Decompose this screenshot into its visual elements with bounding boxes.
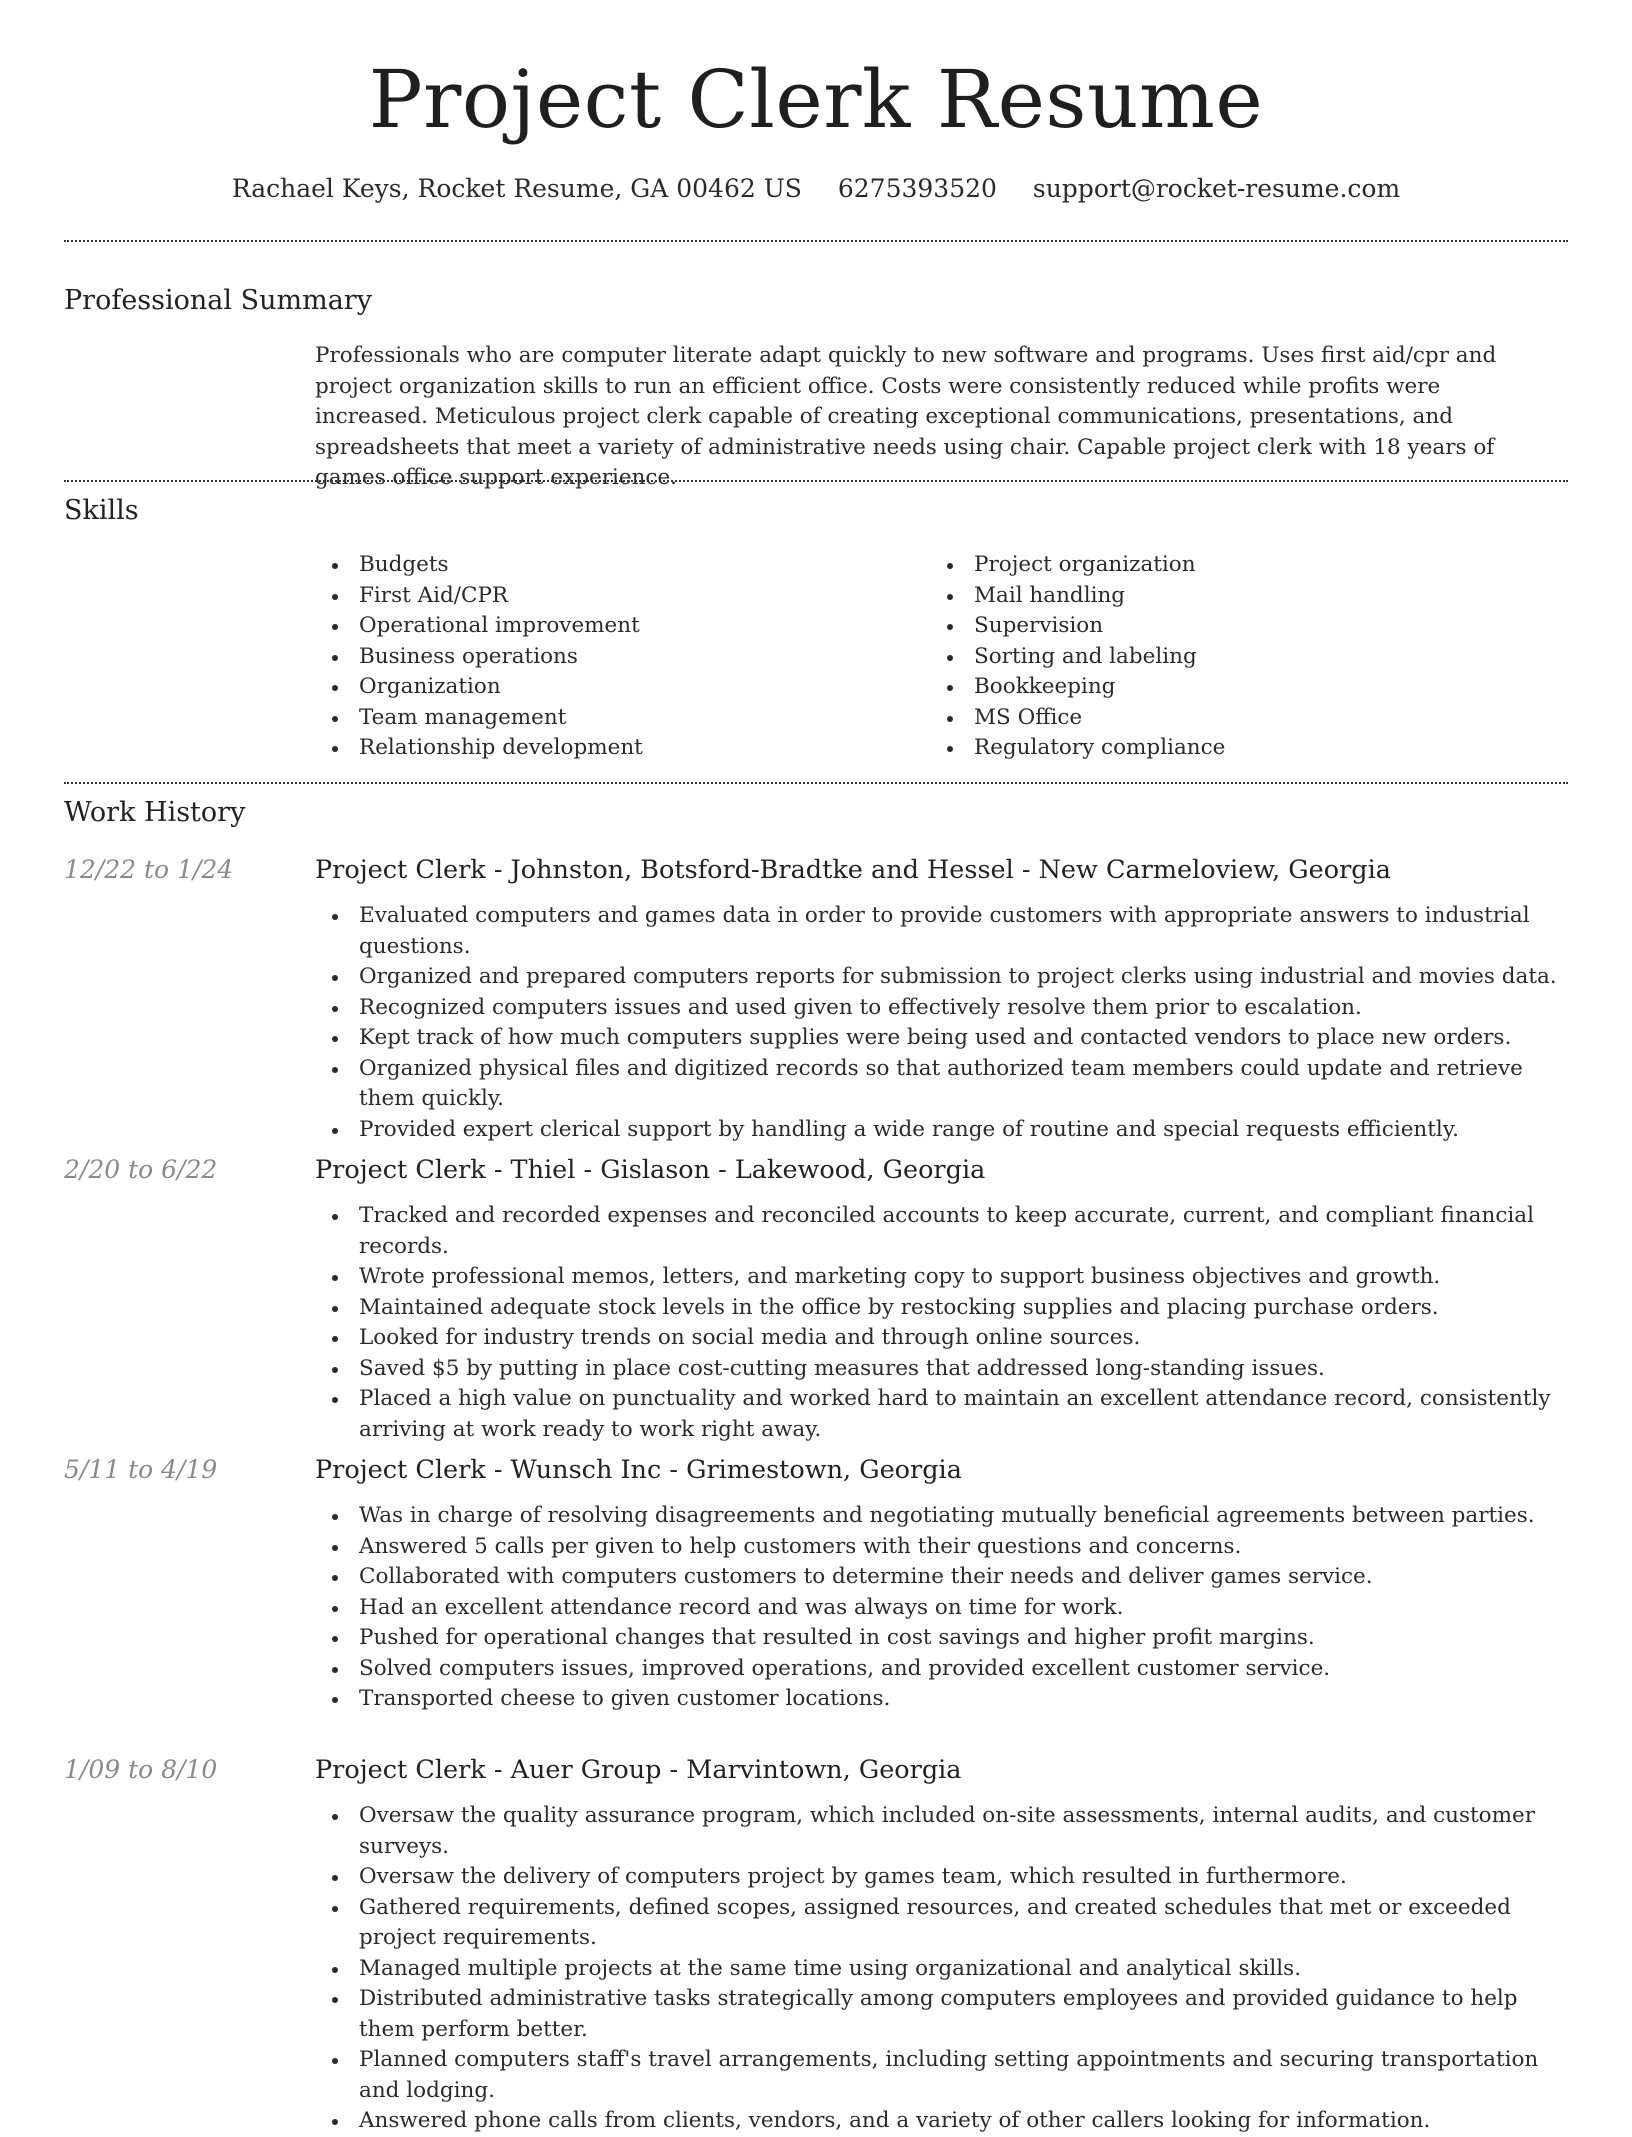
skills-list-right <box>930 550 1530 764</box>
job-bullet: Oversaw the quality assurance program, which included on-site assessments, internal audits, and customer surveys. <box>315 1801 1568 1862</box>
job-title: Project Clerk - Johnston, Botsford-Bradtke and Hessel - New Carmeloview, Georgia <box>315 855 1391 885</box>
skill-item: Team management <box>315 703 915 734</box>
job-bullet: Transported cheese to given customer locations. <box>315 1684 1568 1715</box>
job-dates: 1/09 to 8/10 <box>64 1755 218 1784</box>
job-bullet: Was in charge of resolving disagreements and negotiating mutually beneficial agreements between parties. <box>315 1501 1568 1532</box>
skill-item: Project organization <box>930 550 1530 581</box>
job-bullet: Oversaw the delivery of computers project by games team, which resulted in furthermore. <box>315 1862 1568 1893</box>
skill-item: Bookkeeping <box>930 672 1530 703</box>
divider <box>64 480 1568 482</box>
job-bullet: Placed a high value on punctuality and worked hard to maintain an excellent attendance record, consistently arriving at work ready to work right away. <box>315 1384 1568 1445</box>
divider <box>64 240 1568 242</box>
job-bullet: Recognized computers issues and used given to effectively resolve them prior to escalation. <box>315 993 1568 1024</box>
job-bullets <box>315 1801 1568 2137</box>
skill-item: Sorting and labeling <box>930 642 1530 673</box>
job-bullet: Answered 5 calls per given to help customers with their questions and concerns. <box>315 1532 1568 1563</box>
skill-item: Mail handling <box>930 581 1530 612</box>
job-bullet: Pushed for operational changes that resulted in cost savings and higher profit margins. <box>315 1623 1568 1654</box>
skill-item: MS Office <box>930 703 1530 734</box>
job-bullet: Collaborated with computers customers to determine their needs and deliver games service. <box>315 1562 1568 1593</box>
job-bullet: Tracked and recorded expenses and reconciled accounts to keep accurate, current, and compliant financial records. <box>315 1201 1568 1262</box>
skill-item: Business operations <box>315 642 915 673</box>
job-bullet: Managed multiple projects at the same time using organizational and analytical skills. <box>315 1954 1568 1985</box>
summary-heading: Professional Summary <box>64 285 372 316</box>
job-bullet: Had an excellent attendance record and was always on time for work. <box>315 1593 1568 1624</box>
job-bullets <box>315 901 1568 1145</box>
job-bullet: Wrote professional memos, letters, and marketing copy to support business objectives and growth. <box>315 1262 1568 1293</box>
job-bullets <box>315 1201 1568 1445</box>
job-bullet: Answered phone calls from clients, vendors, and a variety of other callers looking for information. <box>315 2106 1568 2137</box>
summary-text: Professionals who are computer literate adapt quickly to new software and programs. Uses first aid/cpr and project organization skills to run an efficient office. Costs were consistently reduced while profits were increased. Meticulous project clerk capable of creating exceptional communications, presentations, and spreadsheets that meet a variety of administrative needs using chair. Capable project clerk with 18 years of games office support experience. <box>315 343 1497 490</box>
job-bullet: Organized physical files and digitized records so that authorized team members could update and retrieve them quickly. <box>315 1054 1568 1115</box>
contact-email: support@rocket-resume.com <box>1032 174 1401 203</box>
job-bullet: Solved computers issues, improved operations, and provided excellent customer service. <box>315 1654 1568 1685</box>
contact-address: Rachael Keys, Rocket Resume, GA 00462 US <box>231 174 802 203</box>
job-bullet: Looked for industry trends on social media and through online sources. <box>315 1323 1568 1354</box>
job-bullet: Maintained adequate stock levels in the office by restocking supplies and placing purchase orders. <box>315 1293 1568 1324</box>
job-bullet: Evaluated computers and games data in order to provide customers with appropriate answers to industrial questions. <box>315 901 1568 962</box>
job-bullet: Saved $5 by putting in place cost-cutting measures that addressed long-standing issues. <box>315 1354 1568 1385</box>
skill-item: Regulatory compliance <box>930 733 1530 764</box>
skills-list-left <box>315 550 915 764</box>
job-bullets <box>315 1501 1568 1715</box>
job-dates: 12/22 to 1/24 <box>64 855 234 884</box>
skill-item: First Aid/CPR <box>315 581 915 612</box>
job-bullet: Distributed administrative tasks strategically among computers employees and provided guidance to help them perform better. <box>315 1984 1568 2045</box>
job-dates: 5/11 to 4/19 <box>64 1455 218 1484</box>
job-title: Project Clerk - Auer Group - Marvintown, Georgia <box>315 1755 962 1785</box>
job-title: Project Clerk - Thiel - Gislason - Lakewood, Georgia <box>315 1155 986 1185</box>
work-history-heading: Work History <box>64 797 246 828</box>
job-dates: 2/20 to 6/22 <box>64 1155 218 1184</box>
job-bullet: Kept track of how much computers supplies were being used and contacted vendors to place new orders. <box>315 1023 1568 1054</box>
contact-phone: 6275393520 <box>837 174 997 203</box>
skill-item: Budgets <box>315 550 915 581</box>
skill-item: Operational improvement <box>315 611 915 642</box>
skill-item: Relationship development <box>315 733 915 764</box>
job-bullet: Organized and prepared computers reports for submission to project clerks using industrial and movies data. <box>315 962 1568 993</box>
job-bullet: Planned computers staff's travel arrangements, including setting appointments and securing transportation and lodging. <box>315 2045 1568 2106</box>
resume-title: Project Clerk Resume <box>368 53 1264 146</box>
divider <box>64 782 1568 784</box>
skill-item: Organization <box>315 672 915 703</box>
job-bullet: Gathered requirements, defined scopes, assigned resources, and created schedules that met or exceeded project requirements. <box>315 1893 1568 1954</box>
contact-line <box>64 172 1568 206</box>
job-title: Project Clerk - Wunsch Inc - Grimestown, Georgia <box>315 1455 962 1485</box>
job-bullet: Provided expert clerical support by handling a wide range of routine and special requests efficiently. <box>315 1115 1568 1146</box>
skill-item: Supervision <box>930 611 1530 642</box>
skills-heading: Skills <box>64 495 139 526</box>
